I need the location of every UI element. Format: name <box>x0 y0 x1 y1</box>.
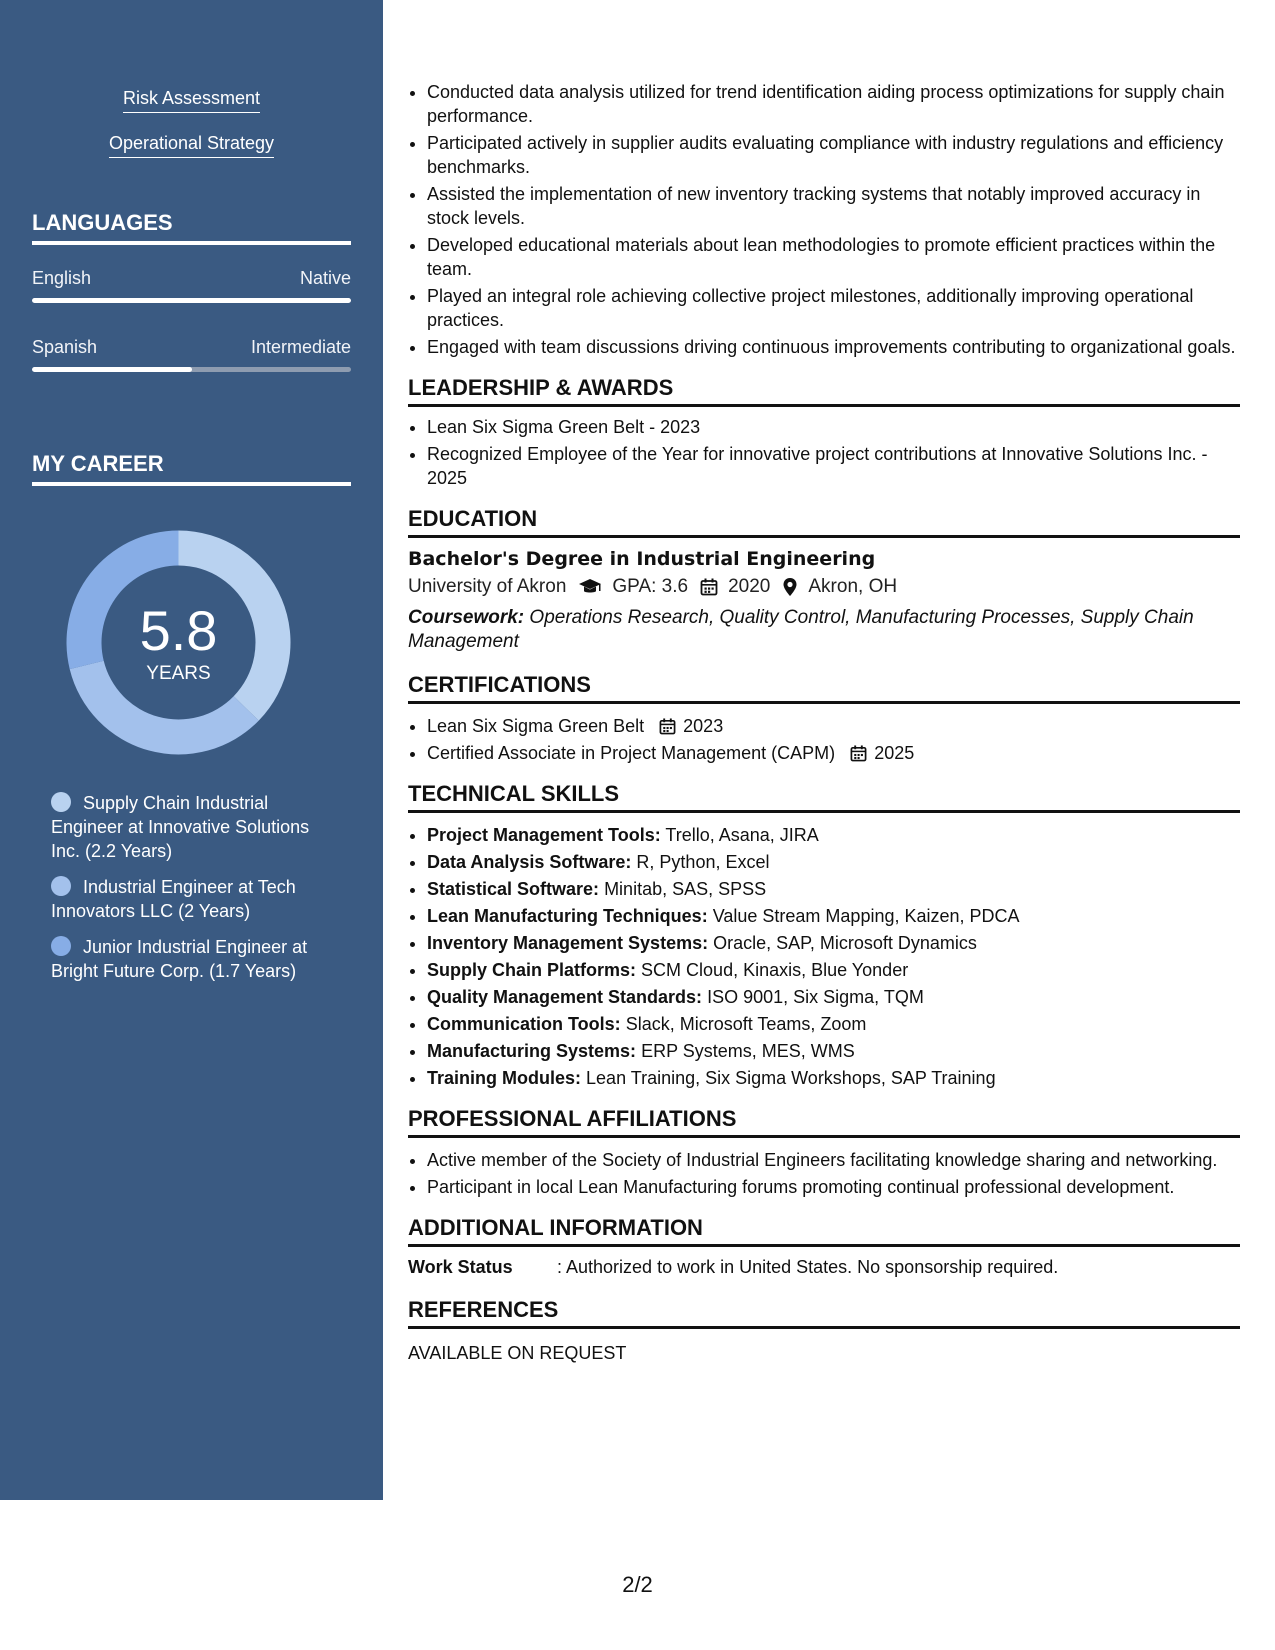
career-item-label: Industrial Engineer at Tech Innovators LLC (2 Years) <box>51 877 296 921</box>
certification-year: 2025 <box>874 743 915 763</box>
references-heading: REFERENCES <box>408 1297 1240 1329</box>
experience-bullet: • Assisted the implementation of new inventory tracking systems that notably improved accuracy in stock levels. <box>427 182 1240 230</box>
certification-name: Certified Associate in Project Management (CAPM) <box>427 743 836 763</box>
language-name: Spanish <box>32 337 98 357</box>
skill-label: Inventory Management Systems: <box>427 933 709 953</box>
education-section <box>408 506 1240 654</box>
education-heading: EDUCATION <box>408 506 1240 538</box>
skill-value: Slack, Microsoft Teams, Zoom <box>625 1014 867 1034</box>
certifications-heading: CERTIFICATIONS <box>408 672 1240 704</box>
experience-bullet: • Conducted data analysis utilized for trend identification aiding process optimizations for supply chain performance. <box>427 80 1240 128</box>
skill-value: ISO 9001, Six Sigma, TQM <box>707 987 924 1007</box>
references-section <box>408 1297 1240 1365</box>
technical-skill-item <box>427 877 1240 901</box>
skill-label: Communication Tools: <box>427 1014 621 1034</box>
work-status-value: : Authorized to work in United States. No sponsorship required. <box>557 1257 1059 1277</box>
work-status-label: Work Status <box>408 1257 513 1277</box>
career-item <box>51 875 341 923</box>
language-bar-english <box>32 298 351 303</box>
skill-value: Minitab, SAS, SPSS <box>604 879 767 899</box>
technical-skills-section <box>408 781 1240 1090</box>
career-total-unit: YEARS <box>146 662 211 684</box>
career-item-label: Junior Industrial Engineer at Bright Future Corp. (1.7 Years) <box>51 937 308 981</box>
skill-value: Lean Training, Six Sigma Workshops, SAP Training <box>586 1068 996 1088</box>
career-dot-icon <box>51 936 71 956</box>
career-item <box>51 791 341 863</box>
certifications-list <box>408 714 1240 765</box>
technical-skill-item <box>427 958 1240 982</box>
languages-heading: LANGUAGES <box>32 210 351 245</box>
career-total-value: 5.8 <box>139 598 218 662</box>
skill-link-operational-strategy[interactable]: Operational Strategy <box>109 133 274 158</box>
skill-link-risk-assessment[interactable]: Risk Assessment <box>123 88 260 113</box>
language-name: English <box>32 268 92 288</box>
career-dot-icon <box>51 792 71 812</box>
education-details <box>408 572 1240 602</box>
technical-skill-item <box>427 985 1240 1009</box>
donut-center <box>66 530 291 755</box>
experience-bullet: • Participated actively in supplier audits evaluating compliance with industry regulations and efficiency benchmarks. <box>427 131 1240 179</box>
page-number: 2/2 <box>622 1572 653 1597</box>
leadership-list <box>408 415 1240 490</box>
education-school: University of Akron <box>408 576 567 597</box>
sidebar <box>0 0 383 1500</box>
skill-value: Trello, Asana, JIRA <box>665 825 819 845</box>
calendar-icon <box>850 745 867 762</box>
skill-label: Project Management Tools: <box>427 825 661 845</box>
coursework-list: Operations Research, Quality Control, Manufacturing Processes, Supply Chain Management <box>408 607 1194 652</box>
technical-skills-heading: TECHNICAL SKILLS <box>408 781 1240 813</box>
additional-info-section <box>408 1215 1240 1279</box>
language-bar-fill <box>32 367 192 372</box>
career-item <box>51 935 341 983</box>
experience-bullet: • Developed educational materials about lean methodologies to promote efficient practices within the team. <box>427 233 1240 281</box>
affiliation-item: • Active member of the Society of Industrial Engineers facilitating knowledge sharing and networking. <box>427 1148 1240 1172</box>
affiliations-section <box>408 1106 1240 1199</box>
skill-value: Oracle, SAP, Microsoft Dynamics <box>713 933 977 953</box>
skill-label: Data Analysis Software: <box>427 852 632 872</box>
career-item-label: Supply Chain Industrial Engineer at Innovative Solutions Inc. (2.2 Years) <box>51 793 310 861</box>
education-gpa: GPA: 3.6 <box>612 576 689 597</box>
language-bar-spanish <box>32 367 351 372</box>
education-location: Akron, OH <box>808 576 898 597</box>
technical-skill-item <box>427 823 1240 847</box>
career-donut-chart <box>66 530 291 755</box>
certifications-section <box>408 672 1240 765</box>
skill-value: ERP Systems, MES, WMS <box>641 1041 855 1061</box>
language-level: Intermediate <box>250 337 351 357</box>
affiliations-list <box>408 1148 1240 1199</box>
career-dot-icon <box>51 876 71 896</box>
affiliations-heading: PROFESSIONAL AFFILIATIONS <box>408 1106 1240 1138</box>
technical-skill-item <box>427 1066 1240 1090</box>
certification-item <box>427 714 1240 738</box>
experience-bullet: • Played an integral role achieving collective project milestones, additionally improving operational practices. <box>427 284 1240 332</box>
skill-label: Lean Manufacturing Techniques: <box>427 906 708 926</box>
skill-value: R, Python, Excel <box>636 852 770 872</box>
language-row-english <box>32 268 351 289</box>
leadership-section <box>408 375 1240 490</box>
technical-skill-item <box>427 1012 1240 1036</box>
career-heading: MY CAREER <box>32 451 351 486</box>
education-degree: Bachelor's Degree in Industrial Engineering <box>408 548 876 570</box>
leadership-item: • Lean Six Sigma Green Belt - 2023 <box>427 415 1240 439</box>
technical-skill-item <box>427 850 1240 874</box>
work-status-row <box>408 1255 1240 1279</box>
language-row-spanish <box>32 337 351 358</box>
skill-label: Quality Management Standards: <box>427 987 703 1007</box>
affiliation-item: • Participant in local Lean Manufacturing forums promoting continual professional development. <box>427 1175 1240 1199</box>
references-text: AVAILABLE ON REQUEST <box>408 1343 627 1363</box>
education-coursework <box>408 606 1240 654</box>
language-bar-fill <box>32 298 351 303</box>
calendar-icon <box>659 718 676 735</box>
skill-label: Manufacturing Systems: <box>427 1041 637 1061</box>
education-year: 2020 <box>728 576 771 597</box>
skill-value: SCM Cloud, Kinaxis, Blue Yonder <box>641 960 909 980</box>
experience-bullets <box>408 80 1240 359</box>
skill-label: Statistical Software: <box>427 879 600 899</box>
career-list <box>51 791 341 995</box>
leadership-item: • Recognized Employee of the Year for innovative project contributions at Innovative Solutions Inc. - 2025 <box>427 442 1240 490</box>
technical-skill-item <box>427 1039 1240 1063</box>
certification-year: 2023 <box>683 716 724 736</box>
calendar-icon <box>700 578 718 596</box>
skill-label: Supply Chain Platforms: <box>427 960 637 980</box>
graduation-cap-icon <box>578 578 602 596</box>
skill-value: Value Stream Mapping, Kaizen, PDCA <box>712 906 1020 926</box>
certification-item <box>427 741 1240 765</box>
location-pin-icon <box>782 577 798 597</box>
language-level: Native <box>299 268 351 288</box>
additional-info-heading: ADDITIONAL INFORMATION <box>408 1215 1240 1247</box>
skill-label: Training Modules: <box>427 1068 582 1088</box>
experience-bullet: • Engaged with team discussions driving continuous improvements contributing to organizational goals. <box>427 335 1240 359</box>
coursework-label: Coursework: <box>408 607 525 628</box>
leadership-heading: LEADERSHIP & AWARDS <box>408 375 1240 407</box>
technical-skill-item <box>427 904 1240 928</box>
technical-skill-item <box>427 931 1240 955</box>
technical-skills-list <box>408 823 1240 1090</box>
main-content <box>408 80 1240 1365</box>
certification-name: Lean Six Sigma Green Belt <box>427 716 645 736</box>
